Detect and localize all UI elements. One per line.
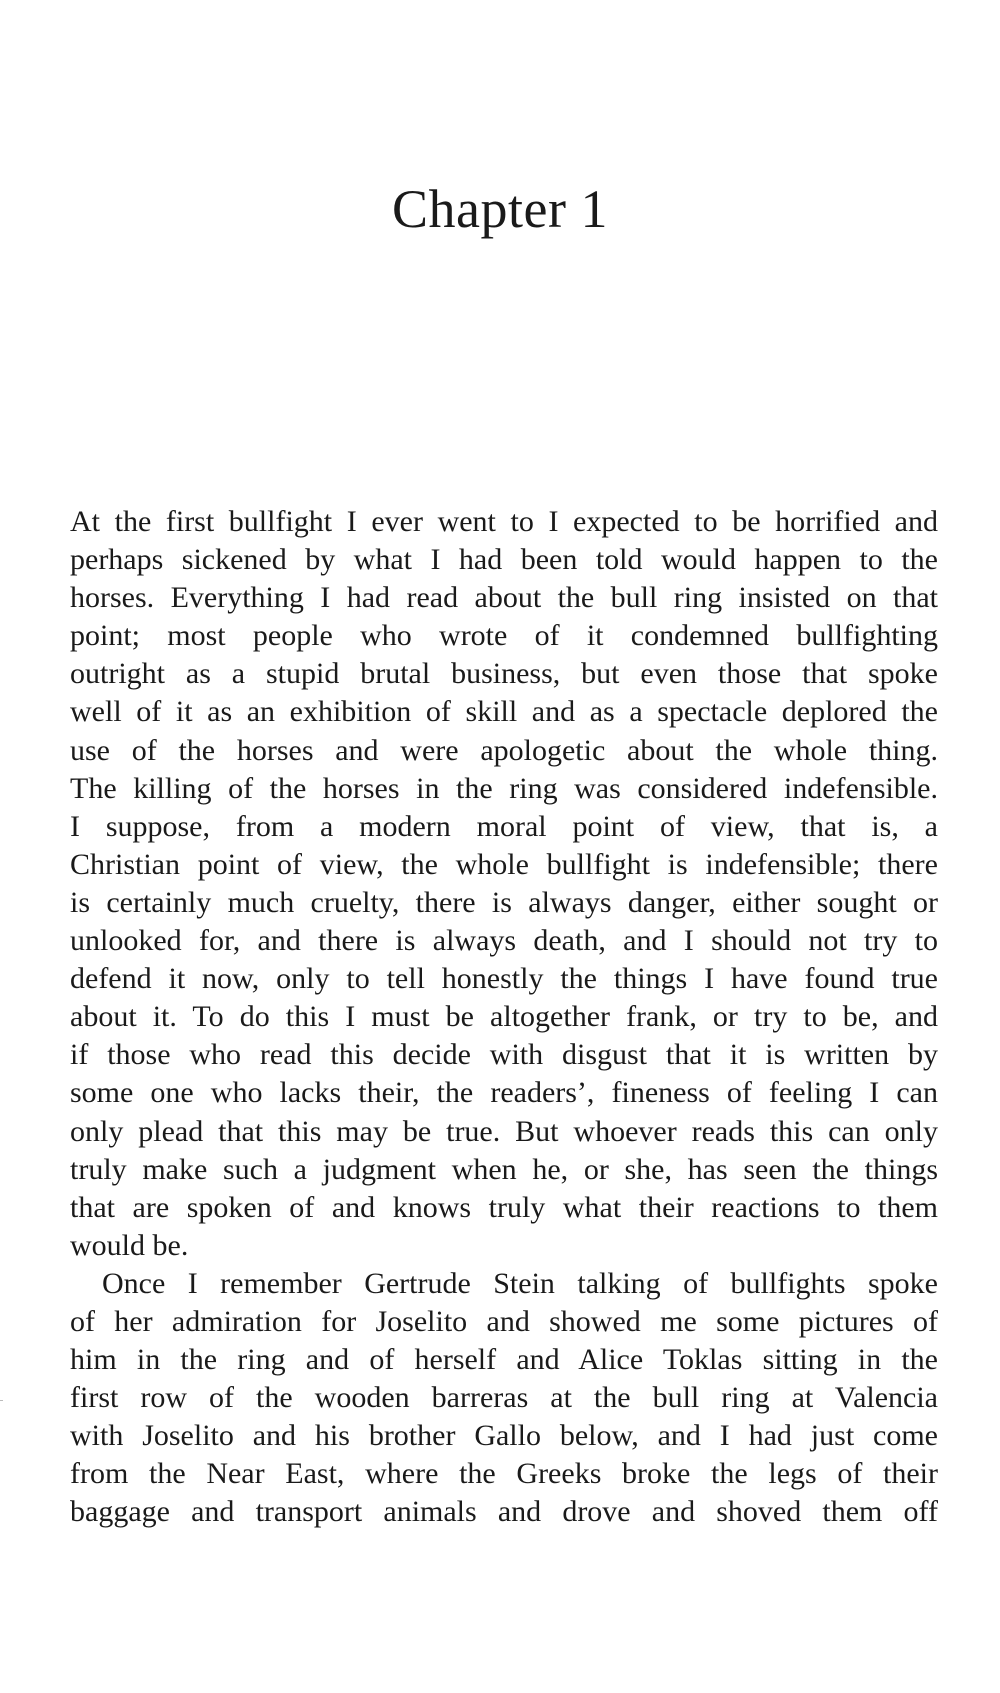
text-line: about it. To do this I must be altogether frank, or try to be, and	[70, 1000, 938, 1034]
text-line: from the Near East, where the Greeks broke the legs of their	[70, 1457, 938, 1491]
text-line: outright as a stupid brutal business, but even those that spoke	[70, 657, 938, 691]
text-line: Once I remember Gertrude Stein talking of bullfights spoke	[102, 1266, 938, 1300]
text-line: perhaps sickened by what I had been told would happen to the	[70, 543, 938, 577]
text-line: only plead that this may be true. But whoever reads this can only	[70, 1114, 938, 1148]
text-line: baggage and transport animals and drove and shoved them off	[70, 1495, 938, 1529]
text-line: him in the ring and of herself and Alice Toklas sitting in the	[70, 1343, 938, 1377]
text-line: well of it as an exhibition of skill and as a spectacle deplored the	[70, 695, 938, 729]
text-line: unlooked for, and there is always death, and I should not try to	[70, 924, 938, 958]
text-line: is certainly much cruelty, there is always danger, either sought or	[70, 885, 938, 919]
text-line: I suppose, from a modern moral point of view, that is, a	[70, 809, 938, 843]
scan-margin-mark	[0, 1400, 3, 1401]
text-line: defend it now, only to tell honestly the things I have found true	[70, 962, 938, 996]
text-line: with Joselito and his brother Gallo below, and I had just come	[70, 1419, 938, 1453]
chapter-title: Chapter 1	[392, 179, 608, 239]
text-line: truly make such a judgment when he, or she, has seen the things	[70, 1152, 938, 1186]
text-line: of her admiration for Joselito and showed me some pictures of	[70, 1304, 938, 1338]
text-line: would be.	[70, 1228, 189, 1262]
text-line: At the first bullfight I ever went to I expected to be horrified and	[70, 505, 938, 538]
text-line: use of the horses and were apologetic about the whole thing.	[70, 733, 938, 767]
body-text	[70, 503, 938, 1532]
text-line: horses. Everything I had read about the bull ring insisted on that	[70, 581, 938, 615]
text-line: some one who lacks their, the readers’, fineness of feeling I can	[70, 1076, 938, 1110]
text-line: The killing of the horses in the ring was considered indefensible.	[70, 771, 938, 805]
text-line: if those who read this decide with disgust that it is written by	[70, 1038, 938, 1072]
text-line: Christian point of view, the whole bullfight is indefensible; there	[70, 847, 938, 881]
text-line: point; most people who wrote of it condemned bullfighting	[70, 619, 938, 653]
text-line: first row of the wooden barreras at the bull ring at Valencia	[70, 1381, 938, 1415]
text-line: that are spoken of and knows truly what their reactions to them	[70, 1190, 938, 1224]
